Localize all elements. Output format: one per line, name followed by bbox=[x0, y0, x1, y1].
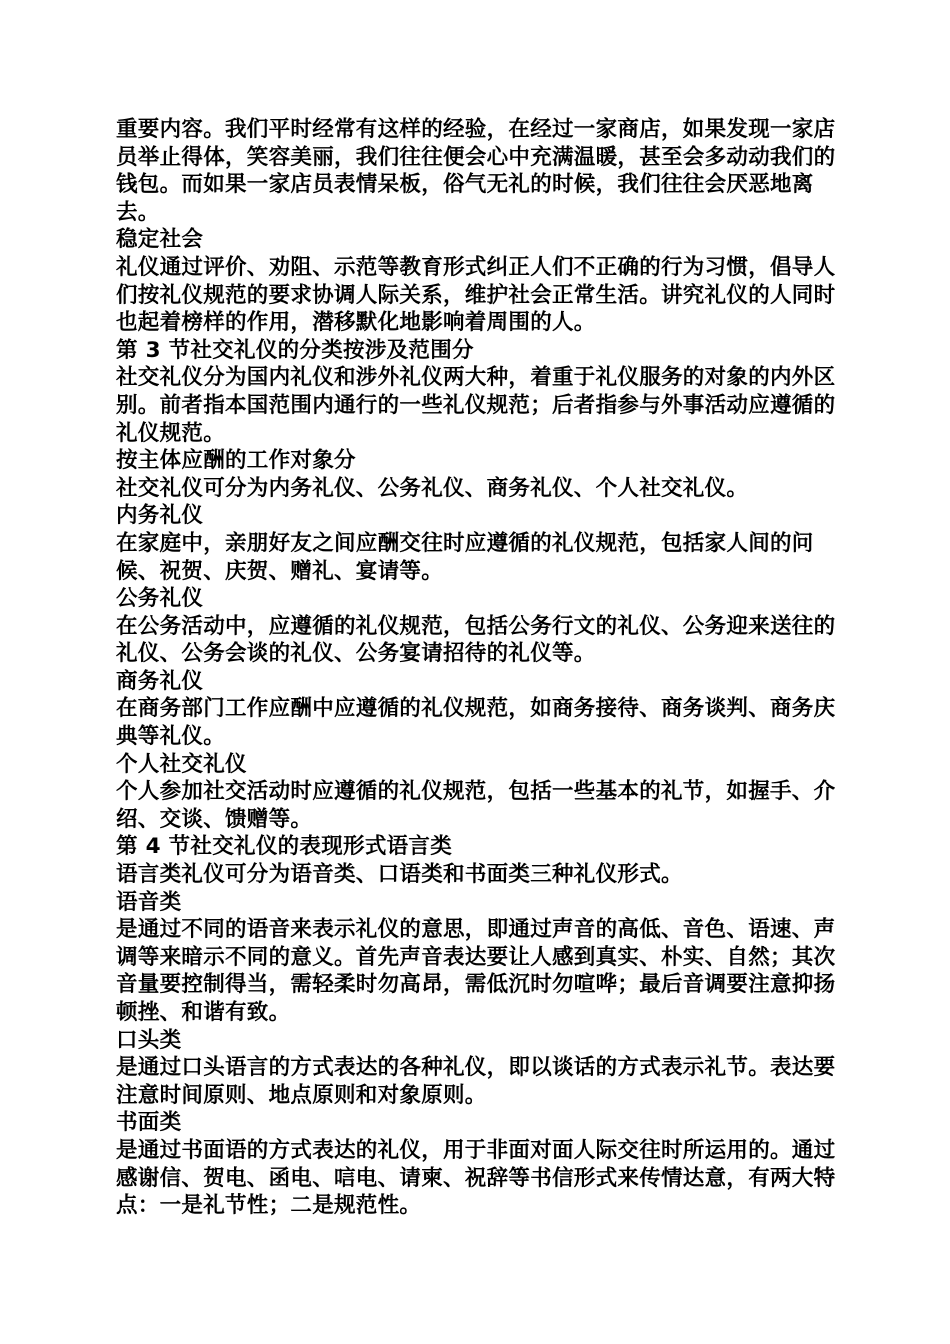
heading-stabilize-society: 稳定社会 bbox=[116, 227, 204, 253]
paragraph-written-type: 是通过书面语的方式表达的礼仪，用于非面对面人际交往时所运用的。通过感谢信、贺电、函电、唁电、请柬、祝辞等书信形式来传情达意，有两大特点：一是礼节性；二是规范性。 bbox=[116, 1137, 836, 1219]
paragraph-language-types: 语言类礼仪可分为语音类、口语类和书面类三种礼仪形式。 bbox=[116, 862, 683, 888]
paragraph-by-work-target: 社交礼仪可分为内务礼仪、公务礼仪、商务礼仪、个人社交礼仪。 bbox=[116, 475, 749, 501]
heading-section-4: 第 4 节社交礼仪的表现形式语言类 bbox=[116, 834, 453, 860]
heading-official-etiquette: 公务礼仪 bbox=[116, 586, 204, 612]
heading-voice-type: 语音类 bbox=[116, 889, 182, 915]
heading-written-type: 书面类 bbox=[116, 1110, 182, 1136]
heading-section-3: 第 3 节社交礼仪的分类按涉及范围分 bbox=[116, 337, 474, 363]
heading-internal-etiquette: 内务礼仪 bbox=[116, 503, 204, 529]
heading-personal-social-etiquette: 个人社交礼仪 bbox=[116, 751, 247, 777]
paragraph-internal-etiquette: 在家庭中，亲朋好友之间应酬交往时应遵循的礼仪规范，包括家人间的问候、祝贺、庆贺、赠礼、宴请等。 bbox=[116, 530, 814, 584]
heading-by-work-target: 按主体应酬的工作对象分 bbox=[116, 448, 356, 474]
paragraph-business-etiquette: 在商务部门工作应酬中应遵循的礼仪规范，如商务接待、商务谈判、商务庆典等礼仪。 bbox=[116, 696, 836, 750]
paragraph-voice-type: 是通过不同的语音来表示礼仪的意思，即通过声音的高低、音色、语速、声调等来暗示不同的意义。首先声音表达要让人感到真实、朴实、自然；其次音量要控制得当，需轻柔时勿高昂，需低沉时勿喧哗；最后音调要注意抑扬顿挫、和谐有致。 bbox=[116, 917, 836, 1025]
paragraph-etiquette-importance: 重要内容。我们平时经常有这样的经验，在经过一家商店，如果发现一家店员举止得体，笑容美丽，我们往往便会心中充满温暖，甚至会多动动我们的钱包。而如果一家店员表情呆板，俗气无礼的时候，我们往往会厌恶地离去。 bbox=[116, 117, 836, 225]
paragraph-official-etiquette: 在公务活动中，应遵循的礼仪规范，包括公务行文的礼仪、公务迎来送往的礼仪、公务会谈的礼仪、公务宴请招待的礼仪等。 bbox=[116, 613, 836, 667]
paragraph-stabilize-society: 礼仪通过评价、劝阻、示范等教育形式纠正人们不正确的行为习惯，倡导人们按礼仪规范的要求协调人际关系，维护社会正常生活。讲究礼仪的人同时也起着榜样的作用，潜移默化地影响着周围的人。 bbox=[116, 254, 836, 336]
heading-oral-type: 口头类 bbox=[116, 1027, 182, 1053]
paragraph-oral-type: 是通过口头语言的方式表达的各种礼仪，即以谈话的方式表示礼节。表达要注意时间原则、地点原则和对象原则。 bbox=[116, 1055, 836, 1108]
paragraph-scope-classification: 社交礼仪分为国内礼仪和涉外礼仪两大种，着重于礼仪服务的对象的内外区别。前者指本国范围内通行的一些礼仪规范；后者指参与外事活动应遵循的礼仪规范。 bbox=[116, 365, 836, 446]
document-body bbox=[116, 116, 846, 1220]
paragraph-personal-social-etiquette: 个人参加社交活动时应遵循的礼仪规范，包括一些基本的礼节，如握手、介绍、交谈、馈赠等。 bbox=[116, 779, 836, 832]
heading-business-etiquette: 商务礼仪 bbox=[116, 668, 204, 694]
